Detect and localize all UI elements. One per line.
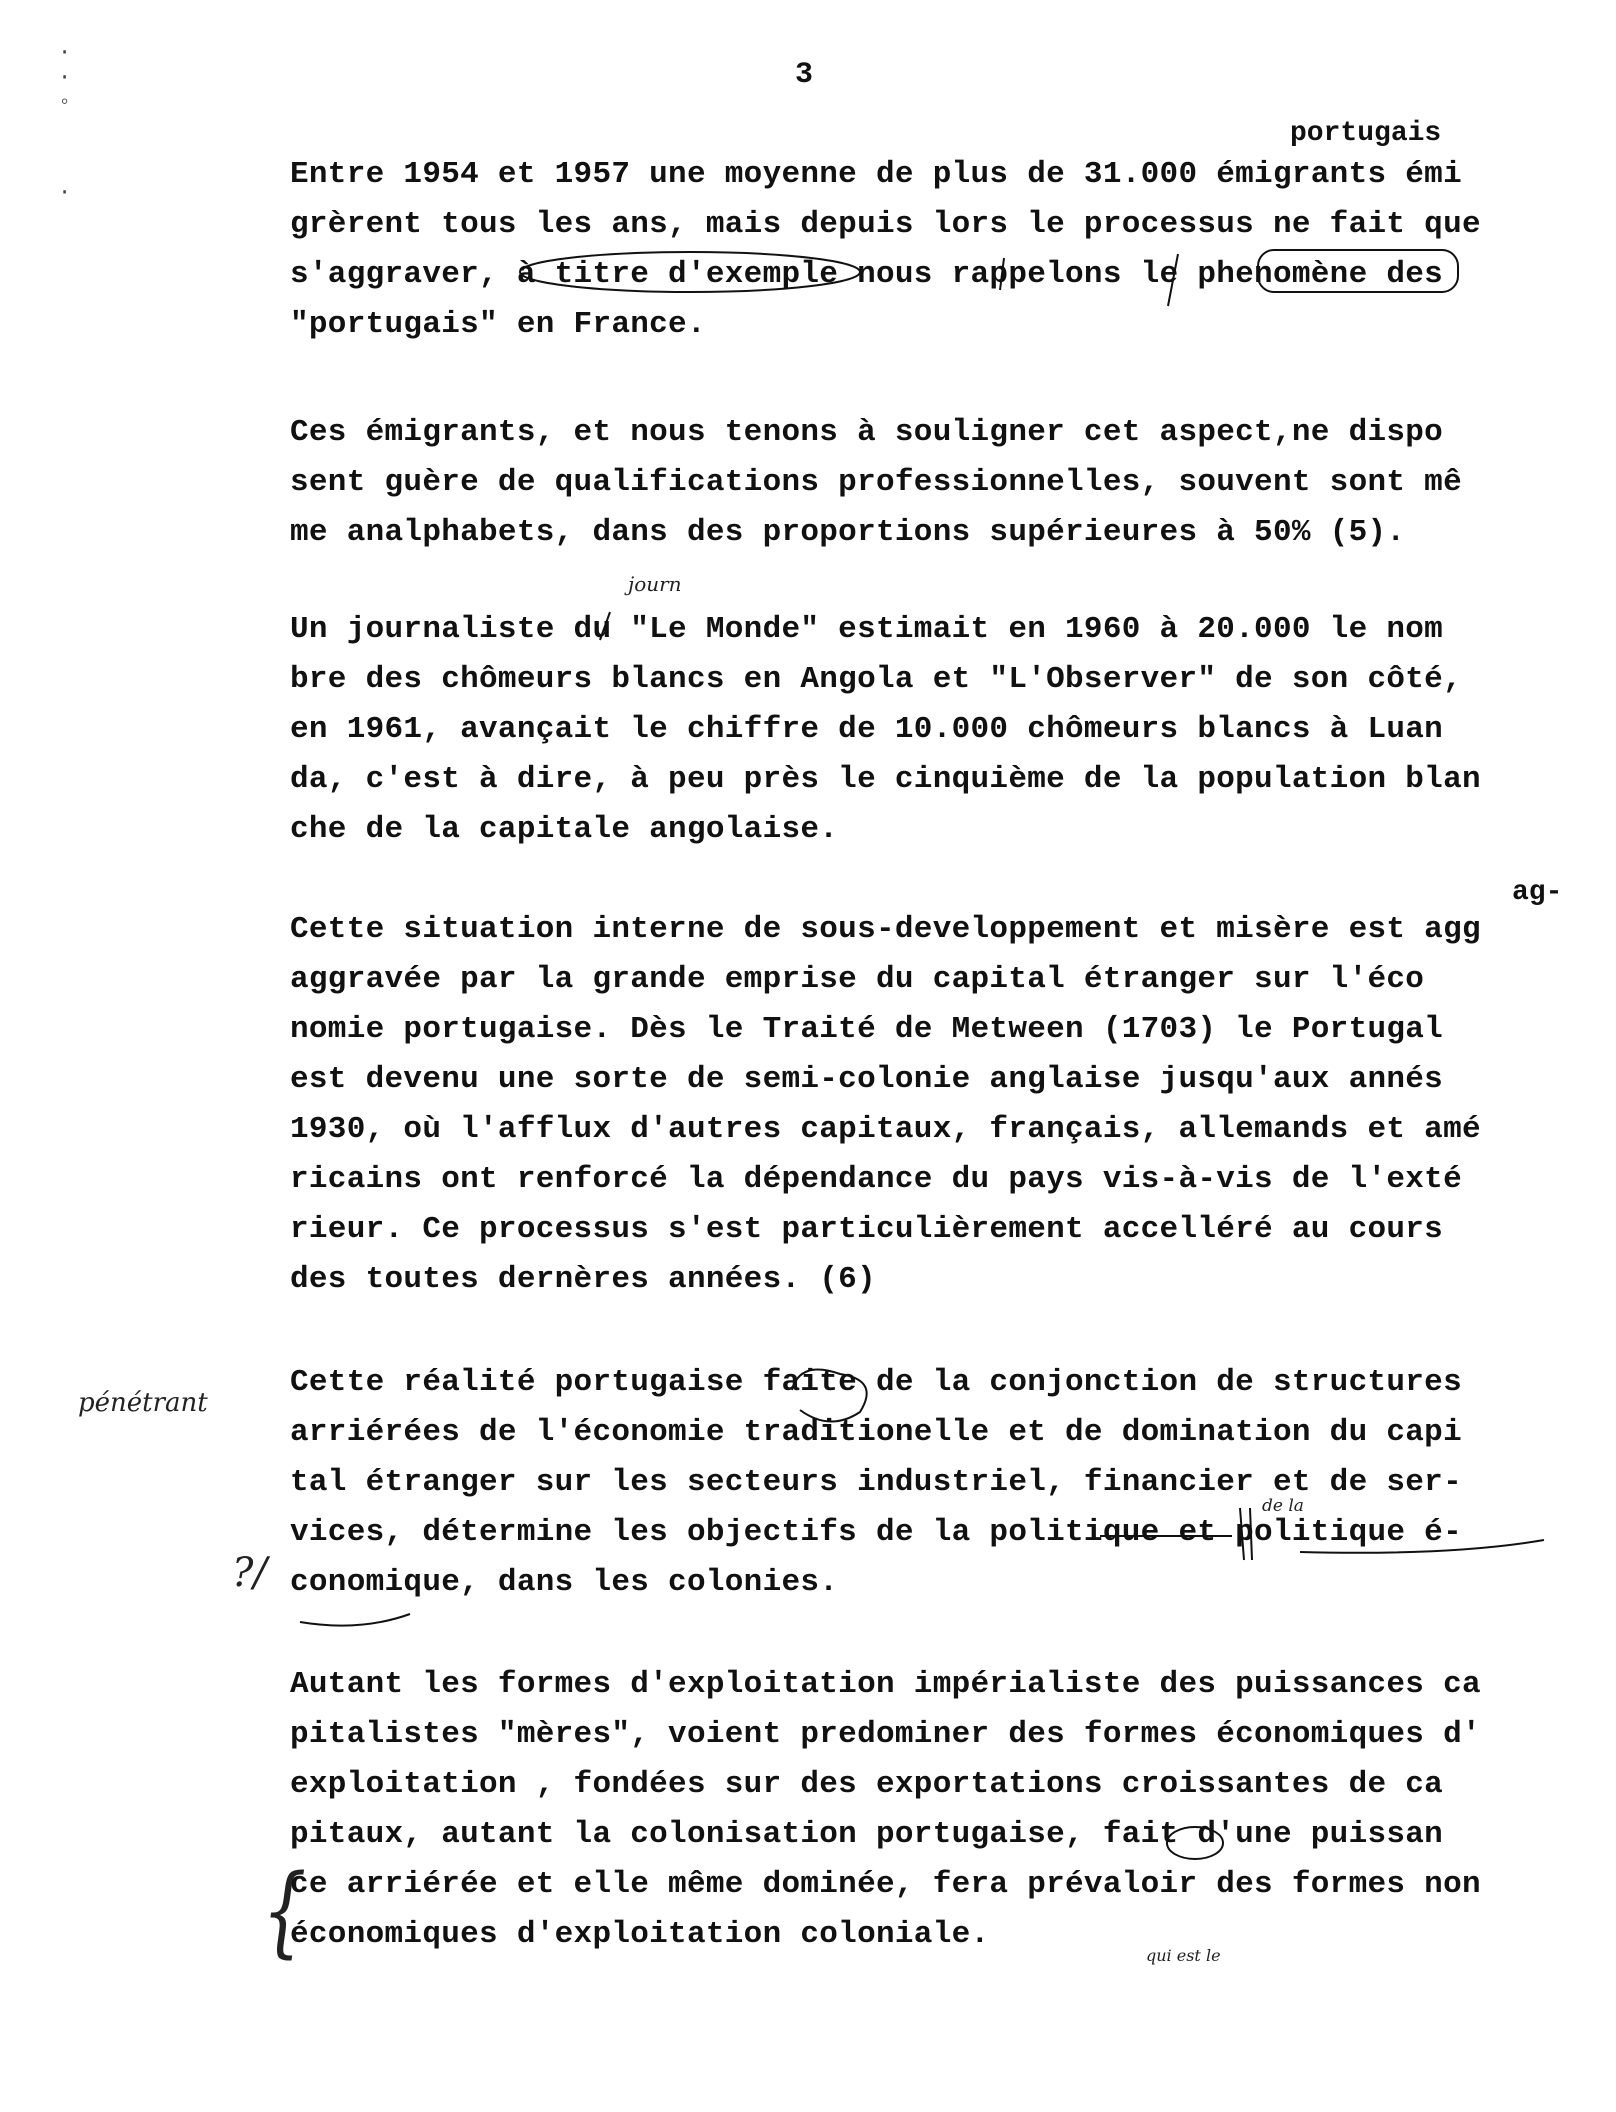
- text-line: pitaux, autant la colonisation portugaise, fait d'une puissan: [290, 1817, 1444, 1852]
- text-line: me analphabets, dans des proportions supérieures à 50% (5).: [290, 515, 1406, 550]
- text-line: 1930, où l'afflux d'autres capitaux, français, allemands et amé: [290, 1112, 1481, 1147]
- strike-mark-nous: [1000, 258, 1004, 290]
- text-line: Cette situation interne de sous-developpement et misère est agg: [290, 912, 1481, 947]
- margin-dot: ·: [58, 180, 72, 205]
- double-bar-mark: [1240, 1508, 1252, 1560]
- text-line: des toutes dernères années. (6): [290, 1262, 876, 1297]
- text-line: Ces émigrants, et nous tenons à souligner cet aspect,ne dispo: [290, 415, 1444, 450]
- page-number: 3: [795, 58, 814, 92]
- underline-mark-conomique: [300, 1614, 410, 1626]
- circle-mark-a-titre-d-exemple: [520, 252, 860, 292]
- text-line: grèrent tous les ans, mais depuis lors le processus ne fait que: [290, 207, 1481, 242]
- text-line: est devenu une sorte de semi-colonie anglaise jusqu'aux annés: [290, 1062, 1444, 1097]
- text-line: sent guère de qualifications professionnelles, souvent sont mê: [290, 465, 1462, 500]
- margin-note-question: ?/: [232, 1550, 267, 1596]
- text-line: che de la capitale angolaise.: [290, 812, 839, 847]
- text-line: économiques d'exploitation coloniale.: [290, 1917, 990, 1952]
- margin-dots: · · ◦: [58, 40, 72, 115]
- handwritten-note-journ: journ: [628, 572, 682, 596]
- text-line: Entre 1954 et 1957 une moyenne de plus de 31.000 émigrants émi: [290, 157, 1462, 192]
- text-line: conomique, dans les colonies.: [290, 1565, 839, 1600]
- text-line: arriérées de l'économie traditionelle et de domination du capi: [290, 1415, 1462, 1450]
- text-line: exploitation , fondées sur des exportations croissantes de ca: [290, 1767, 1444, 1802]
- text-line: da, c'est à dire, à peu près le cinquième de la population blan: [290, 762, 1481, 797]
- margin-note-penetrant: pénétrant: [78, 1388, 208, 1418]
- interline-correction-ag: ag-: [1512, 877, 1563, 908]
- text-line: "portugais" en France.: [290, 307, 706, 342]
- text-line: ce arriérée et elle même dominée, fera prévaloir des formes non: [290, 1867, 1481, 1902]
- text-line: en 1961, avançait le chiffre de 10.000 chômeurs blancs à Luan: [290, 712, 1444, 747]
- text-line: s'aggraver, à titre d'exemple nous rappelons le phenomène des: [290, 257, 1444, 292]
- text-line: vices, détermine les objectifs de la politique et politique é-: [290, 1515, 1462, 1550]
- text-line: tal étranger sur les secteurs industriel, financier et de ser-: [290, 1465, 1462, 1500]
- handwritten-note-de-la: de la: [1262, 1496, 1304, 1516]
- text-line: Un journaliste du "Le Monde" estimait en 1960 à 20.000 le nom: [290, 612, 1444, 647]
- text-line: pitalistes "mères", voient predominer des formes économiques d': [290, 1717, 1481, 1752]
- handwritten-note-qui-est-le: qui est le: [1146, 1946, 1221, 1965]
- underline-mark-politique-economique: [1300, 1540, 1544, 1553]
- text-line: bre des chômeurs blancs en Angola et "L'Observer" de son côté,: [290, 662, 1462, 697]
- text-line: Cette réalité portugaise faite de la conjonction de structures: [290, 1365, 1462, 1400]
- circle-mark-faite: [792, 1370, 867, 1422]
- text-line: ricains ont renforcé la dépendance du pays vis-à-vis de l'exté: [290, 1162, 1462, 1197]
- insert-mark-du: [600, 612, 610, 640]
- text-line: rieur. Ce processus s'est particulièrement accelléré au cours: [290, 1212, 1444, 1247]
- text-line: Autant les formes d'exploitation impérialiste des puissances ca: [290, 1667, 1481, 1702]
- text-line: nomie portugaise. Dès le Traité de Metween (1703) le Portugal: [290, 1012, 1444, 1047]
- circle-mark-fait: [1167, 1827, 1223, 1859]
- stroke-mark-rappelons: [1168, 254, 1178, 306]
- text-line: aggravée par la grande emprise du capital étranger sur l'éco: [290, 962, 1425, 997]
- margin-brace: {: [262, 1853, 307, 1969]
- box-mark-phenomene: [1258, 250, 1458, 292]
- interline-correction-portugais: portugais: [1290, 118, 1442, 149]
